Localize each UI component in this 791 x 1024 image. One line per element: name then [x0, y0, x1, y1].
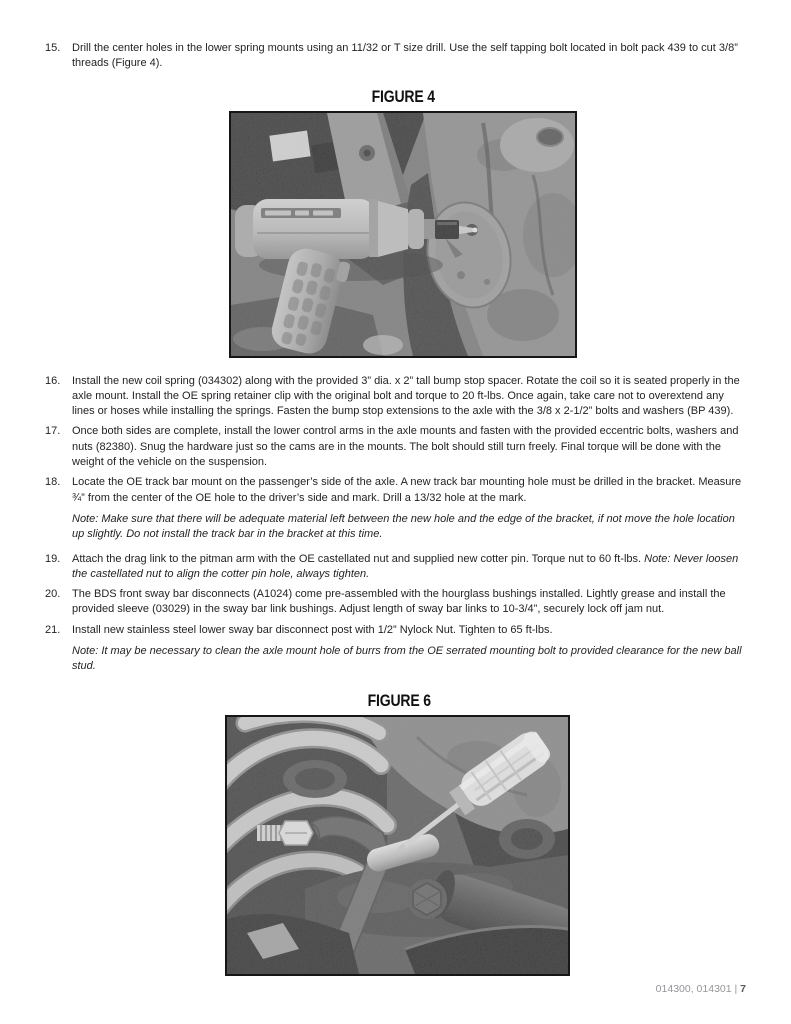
step-text: Once both sides are complete, install the lower control arms in the axle mounts and fasten with the provided eccentric bolts, washers and nuts (82380). Snug the hardware just so the cams are in the mounts. The bolt should still turn freely. Final torque will be done with the weight of the vehicle on the suspension. — [72, 425, 739, 469]
step-number: 19. — [45, 552, 61, 565]
step-number: 18. — [45, 476, 61, 489]
footer-page-number: 7 — [740, 983, 746, 995]
step-item-21 — [45, 623, 746, 679]
figure-6-title-text: FIGURE 6 — [367, 691, 431, 710]
step-item-16 — [45, 374, 746, 420]
step-text: Install the new coil spring (034302) along with the provided 3” dia. x 2” tall bump stop spacer. Rotate the coil so it is seated properly in the axle mount. Install the OE spring retainer clip with the original bolt and torque to 20 ft-lbs. Once again, take care not to overextend any lines or hoses while installing the springs. Fasten the bump stop extensions to the axle with the 3/8 x 2-1/2” bolts and washers (BP 439). — [72, 374, 740, 418]
figure-4-title-text: FIGURE 4 — [371, 87, 435, 106]
step-text: Locate the OE track bar mount on the passenger’s side of the axle. A new track bar mounting hole must be drilled in the bracket. Measure ¾” from the center of the OE hole to the driver’s side and mark. Drill a 13/32 hole at the mark. — [72, 476, 742, 504]
footer-separator: | — [731, 983, 741, 995]
step-item-18 — [45, 475, 746, 546]
step-number: 16. — [45, 374, 61, 387]
figure-4-title — [229, 89, 577, 106]
page-content — [45, 41, 746, 976]
footer-part-numbers: 014300, 014301 — [655, 983, 732, 995]
figure-4 — [229, 89, 577, 358]
step-note: Note: Make sure that there will be adequate material left between the new hole and the edge of the bracket, if not move the hole location up slightly. Do not install the track bar in the bracket at this time. — [72, 512, 735, 541]
step-number: 20. — [45, 588, 61, 601]
figure-6-title — [225, 693, 573, 710]
step-note: Note: It may be necessary to clean the axle mount hole of burrs from the OE serrated mounting bolt to provided clearance for the new ball stud. — [72, 645, 742, 673]
step-inline-note: Note: Never loosen the castellated nut to align the cotter pin hole, always tighten. — [72, 552, 739, 580]
page-footer — [656, 983, 746, 995]
step-item-19 — [45, 552, 746, 583]
step-item-20 — [45, 587, 746, 618]
step-item-15 — [45, 41, 746, 72]
figure-6 — [225, 693, 573, 976]
figure-4-photo — [229, 111, 577, 358]
step-text: Install new stainless steel lower sway bar disconnect post with 1/2” Nylock Nut. Tighten to 65 ft-lbs. — [72, 623, 553, 636]
step-number: 17. — [45, 425, 61, 438]
figure-6-photo — [225, 715, 570, 976]
step-number: 15. — [45, 42, 61, 54]
step-text: Attach the drag link to the pitman arm with the OE castellated nut and supplied new cotter pin. Torque nut to 60 ft-lbs. — [72, 552, 645, 565]
step-item-17 — [45, 424, 746, 470]
step-text: Drill the center holes in the lower spring mounts using an 11/32 or T size drill. Use the self tapping bolt located in bolt pack 439 to cut 3/8” threads (Figure 4). — [72, 42, 738, 70]
step-number: 21. — [45, 623, 61, 636]
step-text: The BDS front sway bar disconnects (A1024) come pre-assembled with the hourglass bushings installed. Lightly grease and install the provided sleeve (03029) in the sway bar link bushings. Adjust length of sway bar links to 10-3/4”, securely lock off jam nut. — [72, 588, 726, 616]
